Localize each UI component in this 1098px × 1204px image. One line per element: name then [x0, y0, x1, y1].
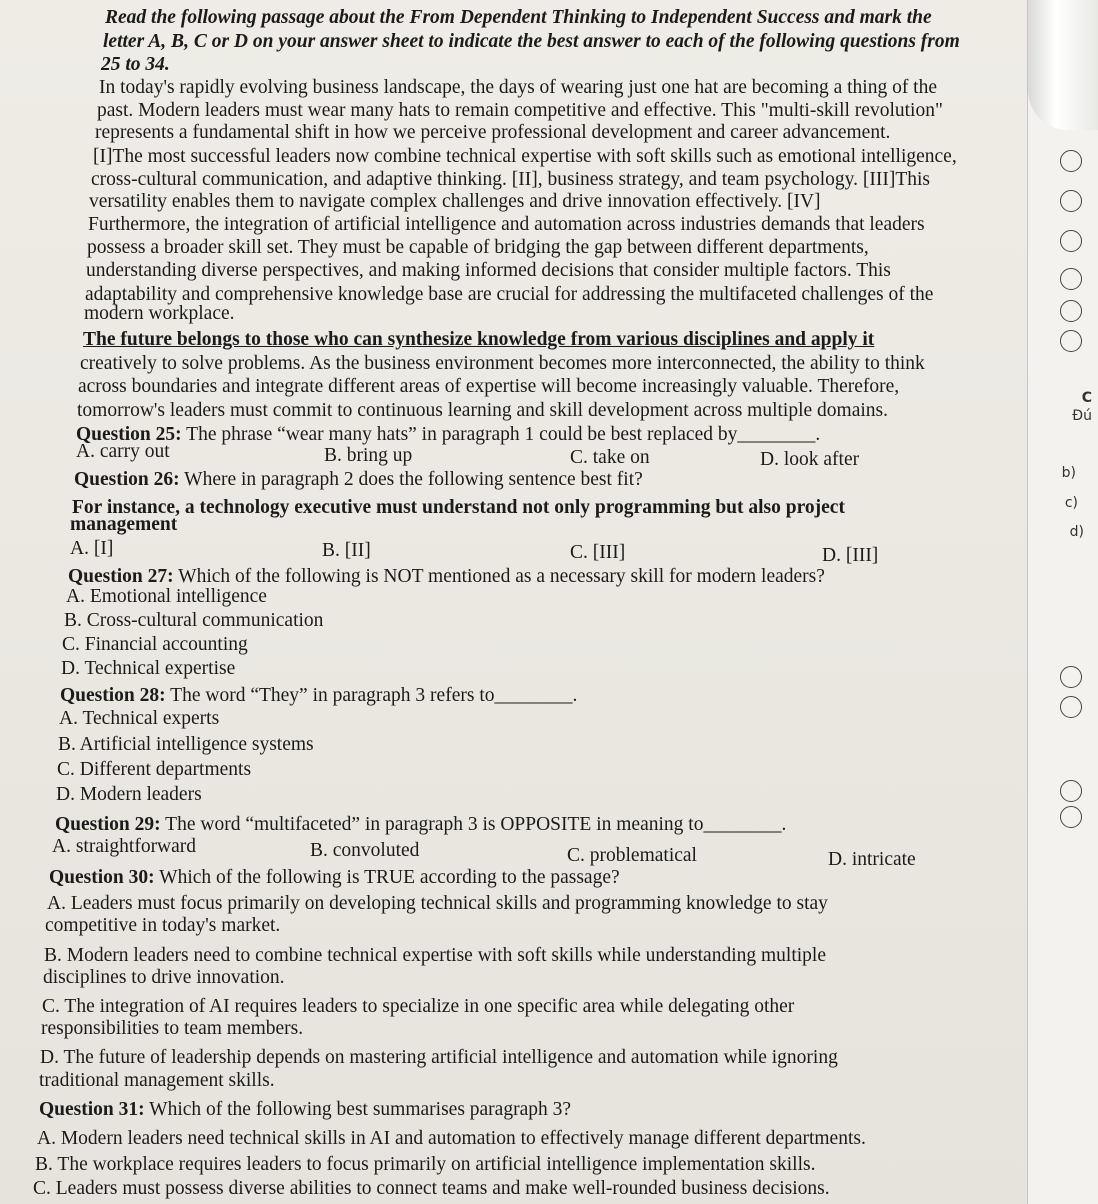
answer-bubble[interactable]: [1060, 190, 1082, 212]
question-stem: Which of the following best summarises paragraph 3?: [149, 1099, 572, 1120]
q27-option-a[interactable]: A. Emotional intelligence: [66, 586, 267, 607]
q29-option-a[interactable]: A. straightforward: [52, 836, 197, 857]
q28-option-c[interactable]: C. Different departments: [57, 759, 252, 780]
q30-option-b-continued: disciplines to drive innovation.: [43, 967, 285, 988]
question-28: [60, 684, 577, 707]
passage-line: creatively to solve problems. As the business environment becomes more interconnected, the ability to think: [80, 353, 925, 374]
q30-option-c-continued: responsibilities to team members.: [41, 1018, 304, 1039]
q29-option-d[interactable]: D. intricate: [828, 849, 916, 870]
question-stem: Which of the following is TRUE according to the passage?: [159, 867, 620, 888]
answer-sheet-label: Đú: [1072, 408, 1092, 424]
q28-option-d[interactable]: D. Modern leaders: [56, 784, 202, 805]
q30-option-a-continued: competitive in today's market.: [45, 915, 281, 936]
question-30: [49, 866, 620, 889]
passage-line: modern workplace.: [84, 303, 235, 324]
q30-option-d[interactable]: D. The future of leadership depends on mastering artificial intelligence and automation while ignoring: [40, 1047, 838, 1068]
q28-option-a[interactable]: A. Technical experts: [59, 708, 220, 729]
q27-option-c[interactable]: C. Financial accounting: [62, 634, 248, 655]
q26-sentence: For instance, a technology executive must understand not only programming but also project: [72, 497, 845, 518]
q29-option-c[interactable]: C. problematical: [567, 845, 697, 866]
passage-line: versatility enables them to navigate complex challenges and drive innovation effectively. [IV]: [89, 191, 821, 212]
q31-option-a[interactable]: A. Modern leaders need technical skills in AI and automation to effectively manage different departments.: [37, 1128, 866, 1149]
answer-sheet-label: d): [1069, 524, 1084, 540]
q31-option-c[interactable]: C. Leaders must possess diverse abilities to connect teams and make well-rounded business decisions.: [33, 1178, 830, 1199]
question-label: Question 28:: [60, 685, 166, 706]
question-label: Question 27:: [68, 566, 174, 587]
binder-clip: [1028, 0, 1098, 130]
instructions-line-1: Read the following passage about the From Dependent Thinking to Independent Success and mark the: [105, 7, 932, 28]
answer-sheet-label: c): [1064, 495, 1078, 511]
q26-option-d[interactable]: D. [III]: [822, 545, 879, 566]
q25-option-d[interactable]: D. look after: [760, 449, 860, 470]
q26-option-c[interactable]: C. [III]: [570, 542, 626, 563]
question-stem: The word “They” in paragraph 3 refers to________.: [170, 685, 578, 706]
question-label: Question 30:: [49, 867, 155, 888]
question-stem: The word “multifaceted” in paragraph 3 is OPPOSITE in meaning to________.: [165, 814, 787, 835]
question-stem: Which of the following is NOT mentioned as a necessary skill for modern leaders?: [178, 566, 825, 587]
q26-option-a[interactable]: A. [I]: [70, 538, 114, 559]
q25-option-a[interactable]: A. carry out: [76, 441, 170, 462]
answer-bubble[interactable]: [1060, 330, 1082, 352]
passage-line: Furthermore, the integration of artificial intelligence and automation across industries demands that leaders: [88, 214, 925, 235]
question-31: [39, 1098, 571, 1121]
answer-sheet-label: C: [1081, 390, 1092, 406]
question-label: Question 26:: [74, 469, 180, 490]
answer-bubble[interactable]: [1060, 268, 1082, 290]
q25-option-b[interactable]: B. bring up: [324, 445, 413, 466]
q30-option-d-continued: traditional management skills.: [39, 1070, 275, 1091]
question-label: Question 29:: [55, 814, 161, 835]
q30-option-b[interactable]: B. Modern leaders need to combine technical expertise with soft skills while understanding multiple: [44, 945, 826, 966]
passage-line: tomorrow's leaders must commit to continuous learning and skill development across multiple domains.: [77, 400, 889, 421]
passage-line: across boundaries and integrate different areas of expertise will become increasingly valuable. Therefore,: [78, 376, 900, 397]
question-26: [74, 468, 643, 491]
question-27: [68, 565, 825, 588]
question-29: [55, 813, 786, 836]
answer-sheet-label: b): [1061, 465, 1076, 481]
q27-option-d[interactable]: D. Technical expertise: [61, 658, 236, 679]
q29-option-b[interactable]: B. convoluted: [310, 840, 420, 861]
question-label: Question 25:: [76, 424, 182, 445]
question-25: [76, 423, 820, 446]
answer-bubble[interactable]: [1060, 780, 1082, 802]
passage-line: possess a broader skill set. They must be capable of bridging the gap between different departments,: [87, 237, 869, 258]
passage-line: represents a fundamental shift in how we perceive professional development and career advancement.: [95, 122, 891, 143]
passage-line: [I]The most successful leaders now combine technical expertise with soft skills such as emotional intelligence,: [93, 146, 957, 167]
question-stem: Where in paragraph 2 does the following sentence best fit?: [184, 469, 643, 490]
passage-line: cross-cultural communication, and adaptive thinking. [II], business strategy, and team psychology. [III]This: [91, 169, 930, 190]
answer-bubble[interactable]: [1060, 696, 1082, 718]
answer-bubble[interactable]: [1060, 150, 1082, 172]
passage-line: In today's rapidly evolving business landscape, the days of wearing just one hat are becoming a thing of the: [99, 77, 938, 98]
q30-option-a[interactable]: A. Leaders must focus primarily on developing technical skills and programming knowledge to stay: [47, 893, 828, 914]
answer-bubble[interactable]: [1060, 300, 1082, 322]
q25-option-c[interactable]: C. take on: [570, 447, 650, 468]
instructions-line-2: letter A, B, C or D on your answer sheet to indicate the best answer to each of the following questions from: [103, 31, 960, 52]
answer-bubble[interactable]: [1060, 230, 1082, 252]
q30-option-c[interactable]: C. The integration of AI requires leaders to specialize in one specific area while delegating other: [42, 996, 795, 1017]
passage-line: understanding diverse perspectives, and making informed decisions that consider multiple factors. This: [86, 260, 891, 281]
q28-option-b[interactable]: B. Artificial intelligence systems: [58, 734, 314, 755]
instructions-line-3: 25 to 34.: [101, 54, 170, 75]
q26-option-b[interactable]: B. [II]: [322, 540, 371, 561]
question-label: Question 31:: [39, 1099, 145, 1120]
answer-sheet-edge: [1027, 0, 1098, 1204]
passage-line: adaptability and comprehensive knowledge base are crucial for addressing the multifaceted challenges of the: [85, 284, 934, 305]
q26-sentence-continued: management: [70, 514, 178, 535]
answer-bubble[interactable]: [1060, 666, 1082, 688]
answer-bubble[interactable]: [1060, 806, 1082, 828]
passage-line: past. Modern leaders must wear many hats to remain competitive and effective. This "multi-skill revolution": [97, 100, 943, 121]
passage-line-highlighted: The future belongs to those who can synthesize knowledge from various disciplines and apply it: [83, 329, 875, 350]
q31-option-b[interactable]: B. The workplace requires leaders to focus primarily on artificial intelligence implementation skills.: [35, 1154, 816, 1175]
q27-option-b[interactable]: B. Cross-cultural communication: [64, 610, 324, 631]
question-stem: The phrase “wear many hats” in paragraph 1 could be best replaced by________.: [186, 424, 821, 445]
